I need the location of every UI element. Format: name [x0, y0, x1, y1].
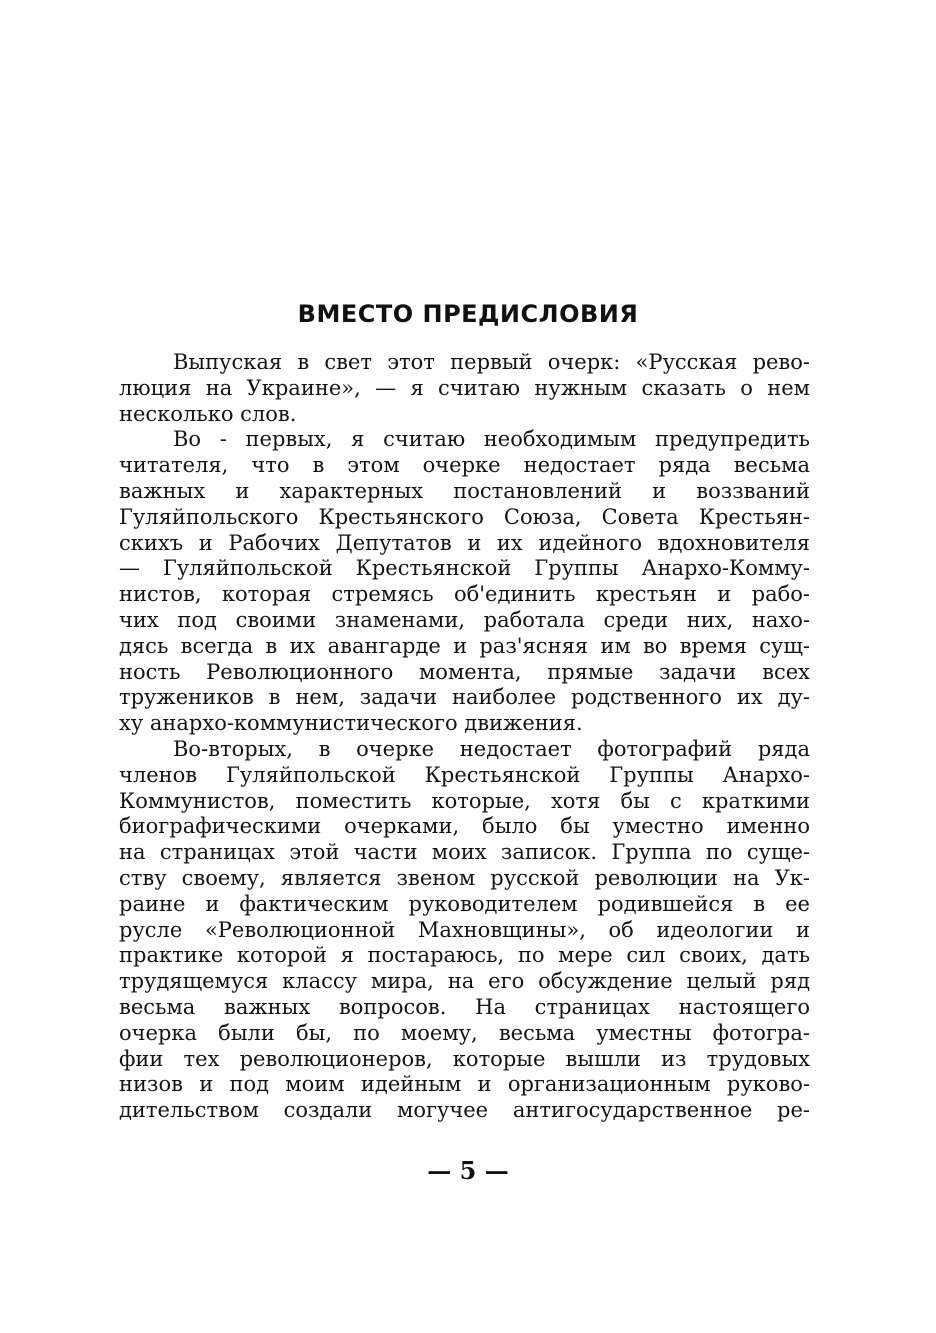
text-line: трудящемуся классу мира, на его обсуждение целый ряд [119, 969, 810, 994]
text-line: Выпуская в свет этот первый очерк: «Русская рево- [173, 350, 810, 374]
text-line: биографическими очерками, было бы уместно именно [119, 814, 810, 839]
text-line: важных и характерных постановлений и воззваний [119, 478, 810, 503]
text-line: фии тех революционеров, которые вышли из трудовых [119, 1046, 810, 1071]
text-line: очерка были бы, по моему, весьма уместны фотогра- [119, 1020, 810, 1045]
text-line: на страницах этой части моих записок. Группа по суще- [119, 840, 810, 865]
text-line: тружеников в нем, задачи наиболее родственного их ду- [119, 685, 810, 710]
text-line: раине и фактическим руководителем родившейся в ее [119, 891, 810, 916]
text-line: весьма важных вопросов. На страницах настоящего [119, 994, 810, 1019]
text-line: членов Гуляйпольской Крестьянской Группы Анархо- [119, 762, 810, 787]
text-line: ность Революционного момента, прямые задачи всех [119, 659, 810, 684]
body-text [119, 350, 810, 1124]
text-line: люция на Украине», — я считаю нужным сказать о нем [119, 375, 810, 400]
text-line: чих под своими знаменами, работала среди них, нахо- [119, 607, 810, 632]
text-line: низов и под моим идейным и организационным руково- [119, 1072, 810, 1097]
text-line: дясь всегда в их авангарде и раз'ясняя им во время сущ- [119, 633, 810, 658]
text-line: Гуляйпольского Крестьянского Союза, Совета Крестьян- [119, 504, 810, 529]
text-line: дительством создали могучее антигосударственное ре- [119, 1098, 810, 1123]
text-line: несколько слов. [119, 401, 297, 426]
text-line: Коммунистов, поместить которые, хотя бы с краткими [119, 788, 810, 813]
paragraph-1 [119, 350, 810, 427]
text-line: Во-вторых, в очерке недостает фотографий ряда [173, 736, 810, 761]
text-line: русле «Революционной Махновщины», об идеологии и [119, 917, 810, 942]
text-line: Во - первых, я считаю необходимым предупредить [173, 427, 810, 452]
text-line: практике которой я постараюсь, по мере сил своих, дать [119, 943, 810, 968]
page-number: — 5 — [427, 1156, 509, 1185]
page-title: ВМЕСТО ПРЕДИСЛОВИЯ [297, 300, 639, 328]
text-line: читателя, что в этом очерке недостает ряда весьма [119, 453, 810, 478]
paragraph-2 [119, 427, 810, 737]
text-line: нистов, которая стремясь об'единить крестьян и рабо- [119, 582, 810, 607]
text-line: — Гуляйпольской Крестьянской Группы Анархо-Комму- [119, 556, 810, 581]
text-line: ству своему, является звеном русской революции на Ук- [119, 865, 810, 890]
paragraph-3 [119, 737, 810, 1124]
text-line: скихъ и Рабочих Депутатов и их идейного вдохновителя [119, 530, 810, 555]
text-line: ху анархо-коммунистического движения. [119, 711, 583, 736]
